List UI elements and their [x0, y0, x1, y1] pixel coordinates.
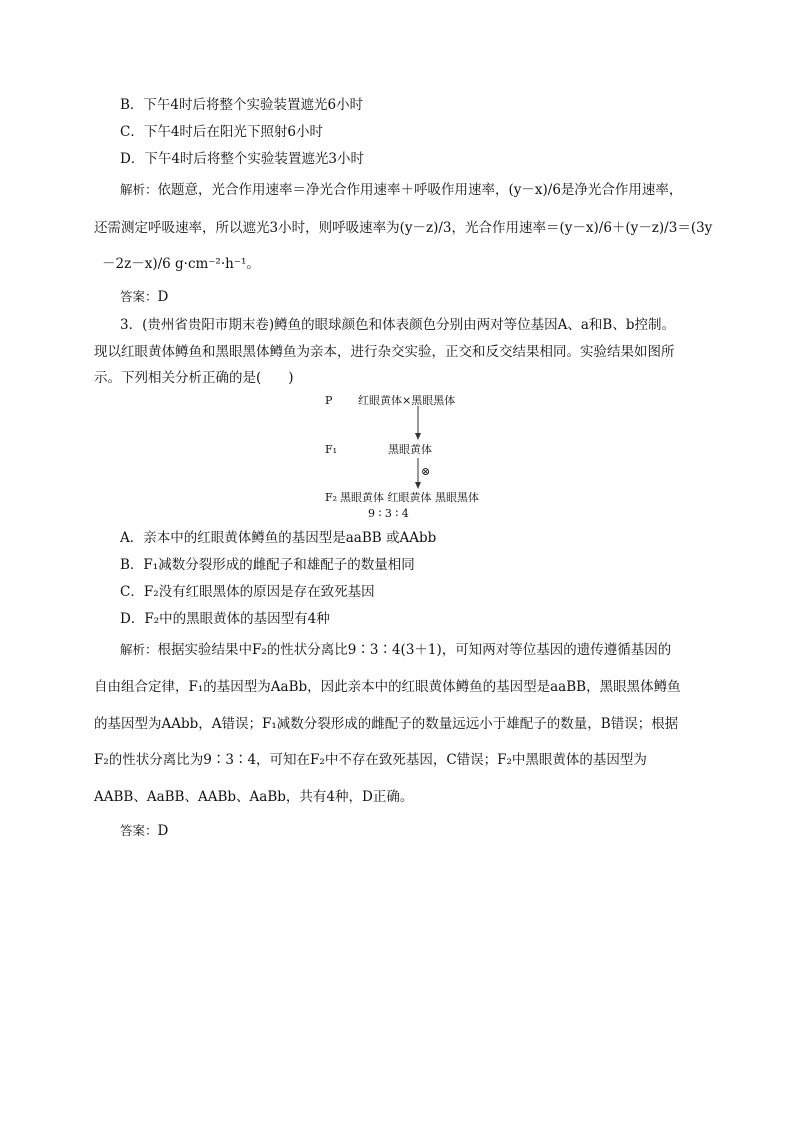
- q3-analysis-line-1: [120, 641, 671, 659]
- q3-analysis-line-4: F₂的性状分离比为9∶3∶4，可知在F₂中不存在致死基因，C错误；F₂中黑眼黄体的基因型为: [94, 752, 647, 768]
- q3-analysis-text-1: 根据实验结果中F₂的性状分离比9∶3∶4(3＋1)，可知两对等位基因的遗传遵循基因的: [157, 642, 672, 658]
- q3-answer: [120, 822, 168, 840]
- q2-option-d: D．下午4时后将整个实验装置遮光3小时: [120, 151, 365, 167]
- q3-option-a: A．亲本中的红眼黄体鳟鱼的基因型是aaBB 或AAbb: [120, 530, 437, 546]
- q3-stem-line-1: 3．(贵州省贵阳市期末卷)鳟鱼的眼球颜色和体表颜色分别由两对等位基因A、a和B、b控制。: [120, 317, 675, 333]
- q2-answer-value: D: [157, 289, 169, 305]
- q2-answer-label: 答案：: [120, 289, 158, 304]
- q3-analysis-line-2: 自由组合定律，F₁的基因型为AaBb，因此亲本中的红眼黄体鳟鱼的基因型是aaBB，黑眼黑体鳟鱼: [94, 679, 681, 695]
- q3-stem-line-3: 示。下列相关分析正确的是( ): [94, 370, 294, 386]
- arrow-head-f1-to-f2: [415, 482, 421, 489]
- q3-analysis-line-3: 的基因型为AAbb，A错误；F₁减数分裂形成的雌配子的数量远远小于雄配子的数量，B错误；根据: [94, 716, 679, 732]
- q3-option-b: B．F₁减数分裂形成的雌配子和雄配子的数量相同: [120, 557, 415, 573]
- diagram-f2-phenotypes: 黑眼黄体 红眼黄体 黑眼黑体: [340, 491, 479, 504]
- q2-analysis-label: 解析：: [120, 182, 158, 197]
- diagram-selfing-symbol: ⊗: [421, 465, 431, 478]
- diagram-p-label: P: [325, 394, 333, 407]
- q3-option-d: D．F₂中的黑眼黄体的基因型有4种: [120, 611, 330, 627]
- q3-answer-value: D: [157, 823, 169, 839]
- q2-option-c: C．下午4时后在阳光下照射6小时: [120, 124, 324, 140]
- arrow-head-p-to-f1: [415, 433, 421, 440]
- q3-answer-label: 答案：: [120, 823, 158, 838]
- q2-option-b: B．下午4时后将整个实验装置遮光6小时: [120, 97, 364, 113]
- diagram-p-cross: 红眼黄体×黑眼黑体: [358, 394, 456, 407]
- q2-answer: [120, 288, 168, 306]
- q2-analysis-line-1: [120, 181, 682, 199]
- diagram-f1-label: F₁: [325, 443, 338, 456]
- q3-stem-line-2: 现以红眼黄体鳟鱼和黑眼黑体鳟鱼为亲本，进行杂交实验，正交和反交结果相同。实验结果如图所: [94, 344, 675, 360]
- q2-analysis-line-3: －2z－x)/6 g·cm⁻²·h⁻¹。: [102, 256, 260, 272]
- q3-option-c: C．F₂没有红眼黑体的原因是存在致死基因: [120, 584, 375, 600]
- q2-analysis-text-1: 依题意，光合作用速率＝净光合作用速率＋呼吸作用速率，(y－x)/6是净光合作用速率，: [157, 182, 683, 198]
- cross-diagram: [320, 390, 510, 525]
- diagram-f2-ratio: 9 ∶ 3 ∶ 4: [368, 507, 409, 520]
- q3-analysis-line-5: AABB、AaBB、AABb、AaBb，共有4种，D正确。: [94, 789, 414, 805]
- q2-analysis-line-2: 还需测定呼吸速率，所以遮光3小时，则呼吸速率为(y－z)/3，光合作用速率＝(y－x)/6＋(y－z)/3＝(3y: [94, 220, 713, 236]
- q3-analysis-label: 解析：: [120, 642, 158, 657]
- diagram-f2-label: F₂: [325, 491, 338, 504]
- cross-arrows: [320, 390, 510, 525]
- diagram-f1-phenotype: 黑眼黄体: [388, 443, 432, 456]
